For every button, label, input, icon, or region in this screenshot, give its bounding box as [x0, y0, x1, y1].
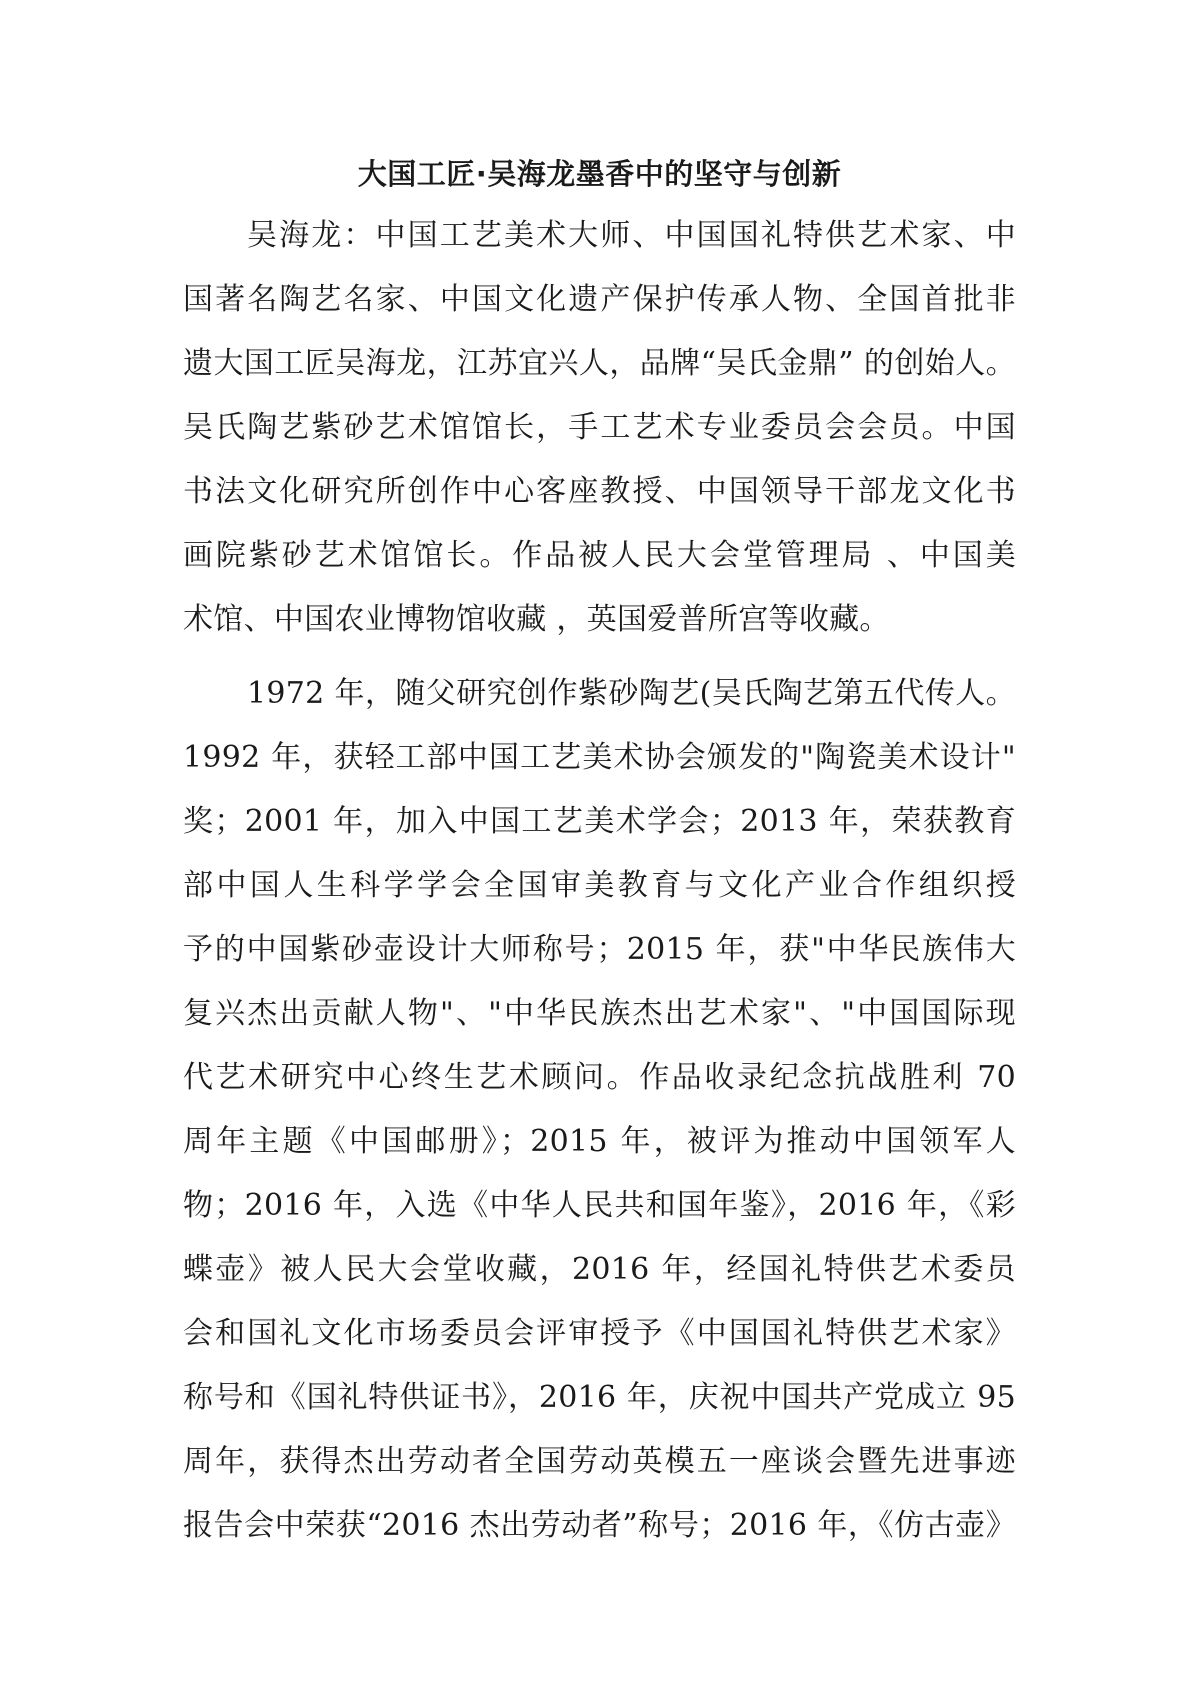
- text-line: 画院紫砂艺术馆馆长。作品被人民大会堂管理局 、中国美: [183, 538, 1016, 573]
- text-line: 会和国礼文化市场委员会评审授予《中国国礼特供艺术家》: [183, 1316, 1016, 1351]
- text-line: 周年，获得杰出劳动者全国劳动英模五一座谈会暨先进事迹: [183, 1444, 1016, 1479]
- text-line: 予的中国紫砂壶设计大师称号；2015 年，获"中华民族伟大: [183, 932, 1016, 967]
- text-line: 吴海龙：中国工艺美术大师、中国国礼特供艺术家、中: [247, 218, 1016, 253]
- text-line: 周年主题《中国邮册》；2015 年，被评为推动中国领军人: [183, 1124, 1016, 1159]
- text-line: 报告会中荣获“2016 杰出劳动者”称号；2016 年，《仿古壶》: [183, 1508, 1016, 1543]
- paragraph-biography: [183, 204, 1016, 652]
- paragraph-career: [183, 662, 1016, 1558]
- text-line: 复兴杰出贡献人物"、"中华民族杰出艺术家"、"中国国际现: [183, 996, 1016, 1031]
- text-line: 奖；2001 年，加入中国工艺美术学会；2013 年，荣获教育: [183, 804, 1016, 839]
- text-line: 1972 年，随父研究创作紫砂陶艺(吴氏陶艺第五代传人。: [247, 676, 1016, 711]
- text-line: 国著名陶艺名家、中国文化遗产保护传承人物、全国首批非: [183, 282, 1016, 317]
- text-line: 吴氏陶艺紫砂艺术馆馆长，手工艺术专业委员会会员。中国: [183, 410, 1016, 445]
- text-line: 遗大国工匠吴海龙，江苏宜兴人，品牌“吴氏金鼎” 的创始人。: [183, 346, 1016, 381]
- paragraph-gap: [183, 654, 1016, 662]
- text-line: 术馆、中国农业博物馆收藏 ，英国爱普所宫等收藏。: [183, 602, 890, 637]
- text-line: 代艺术研究中心终生艺术顾问。作品收录纪念抗战胜利 70: [183, 1060, 1016, 1095]
- document-body: [183, 204, 1016, 1560]
- text-line: 物；2016 年，入选《中华人民共和国年鉴》，2016 年，《彩: [183, 1188, 1016, 1223]
- text-line: 称号和《国礼特供证书》，2016 年，庆祝中国共产党成立 95: [183, 1380, 1016, 1415]
- text-line: 1992 年，获轻工部中国工艺美术协会颁发的"陶瓷美术设计": [183, 740, 1016, 775]
- text-line: 蝶壶》被人民大会堂收藏，2016 年，经国礼特供艺术委员: [183, 1252, 1016, 1287]
- text-line: 书法文化研究所创作中心客座教授、中国领导干部龙文化书: [183, 474, 1016, 509]
- text-line: 部中国人生科学学会全国审美教育与文化产业合作组织授: [183, 868, 1016, 903]
- document-title: 大国工匠·吴海龙墨香中的坚守与创新: [357, 157, 842, 191]
